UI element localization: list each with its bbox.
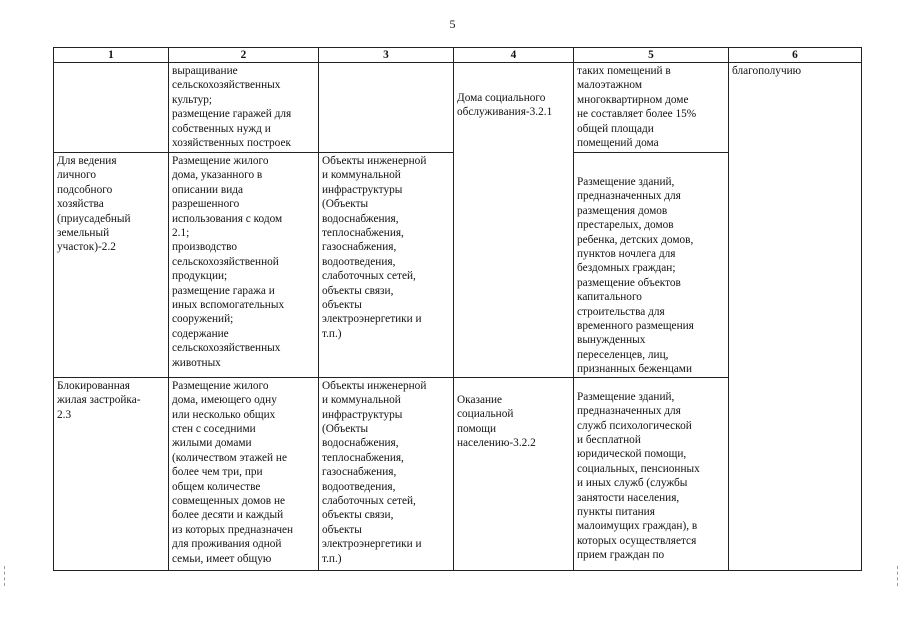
row3-col4: Оказание социальной помощи населению-3.2.2 <box>454 377 574 570</box>
page-number: 5 <box>449 17 456 31</box>
right-margin-mark <box>897 566 902 586</box>
row2-col5: Размещение зданий, предназначенных для размещения домов престарелых, домов ребенка, детских домов, пунктов ночлега для бездомных граждан; размещение объектов капитального строительства для временного размещения вынужденных переселенцев, лиц, признанных беженцами <box>574 153 729 378</box>
row2-col1: Для ведения личного подсобного хозяйства (приусадебный земельный участок)-2.2 <box>54 153 169 378</box>
row2-col2: Размещение жилого дома, указанного в описании вида разрешенного использования с кодом 2.1; производство сельскохозяйственной продукции; размещение гаража и иных вспомогательных сооружений; содержание сельскохозяйственных животных <box>169 153 319 378</box>
row3-col1: Блокированная жилая застройка- 2.3 <box>54 377 169 570</box>
row3-col2: Размещение жилого дома, имеющего одну или несколько общих стен с соседними жилыми домами (количеством этажей не более чем три, при общем количестве совмещенных домов не более десяти и каждый из которых предназначен для проживания одной семьи, имеет общую <box>169 377 319 570</box>
header-cell-6: 6 <box>729 48 862 63</box>
header-cell-5: 5 <box>574 48 729 63</box>
row1-col3 <box>319 63 454 153</box>
table-header-row <box>54 48 862 63</box>
row1-col6: благополучию <box>729 63 862 571</box>
land-use-table <box>53 47 862 571</box>
row1-col4: Дома социального обслуживания-3.2.1 <box>454 63 574 378</box>
row3-col3: Объекты инженерной и коммунальной инфраструктуры (Объекты водоснабжения, теплоснабжения, газоснабжения, водоотведения, слаботочных сетей, объекты связи, объекты электроэнергетики и т.п.) <box>319 377 454 570</box>
left-margin-mark <box>4 566 9 586</box>
row1-col5: таких помещений в малоэтажном многоквартирном доме не составляет более 15% общей площади помещений дома <box>574 63 729 153</box>
header-cell-4: 4 <box>454 48 574 63</box>
row3-col5: Размещение зданий, предназначенных для служб психологической и бесплатной юридической помощи, социальных, пенсионных и иных служб (службы занятости населения, пункты питания малоимущих граждан), в которых осуществляется прием граждан по <box>574 377 729 570</box>
row1-col2: выращивание сельскохозяйственных культур; размещение гаражей для собственных нужд и хозяйственных построек <box>169 63 319 153</box>
header-cell-2: 2 <box>169 48 319 63</box>
table-row <box>54 63 862 153</box>
header-cell-3: 3 <box>319 48 454 63</box>
header-cell-1: 1 <box>54 48 169 63</box>
row2-col3: Объекты инженерной и коммунальной инфраструктуры (Объекты водоснабжения, теплоснабжения, газоснабжения, водоотведения, слаботочных сетей, объекты связи, объекты электроэнергетики и т.п.) <box>319 153 454 378</box>
row1-col1 <box>54 63 169 153</box>
